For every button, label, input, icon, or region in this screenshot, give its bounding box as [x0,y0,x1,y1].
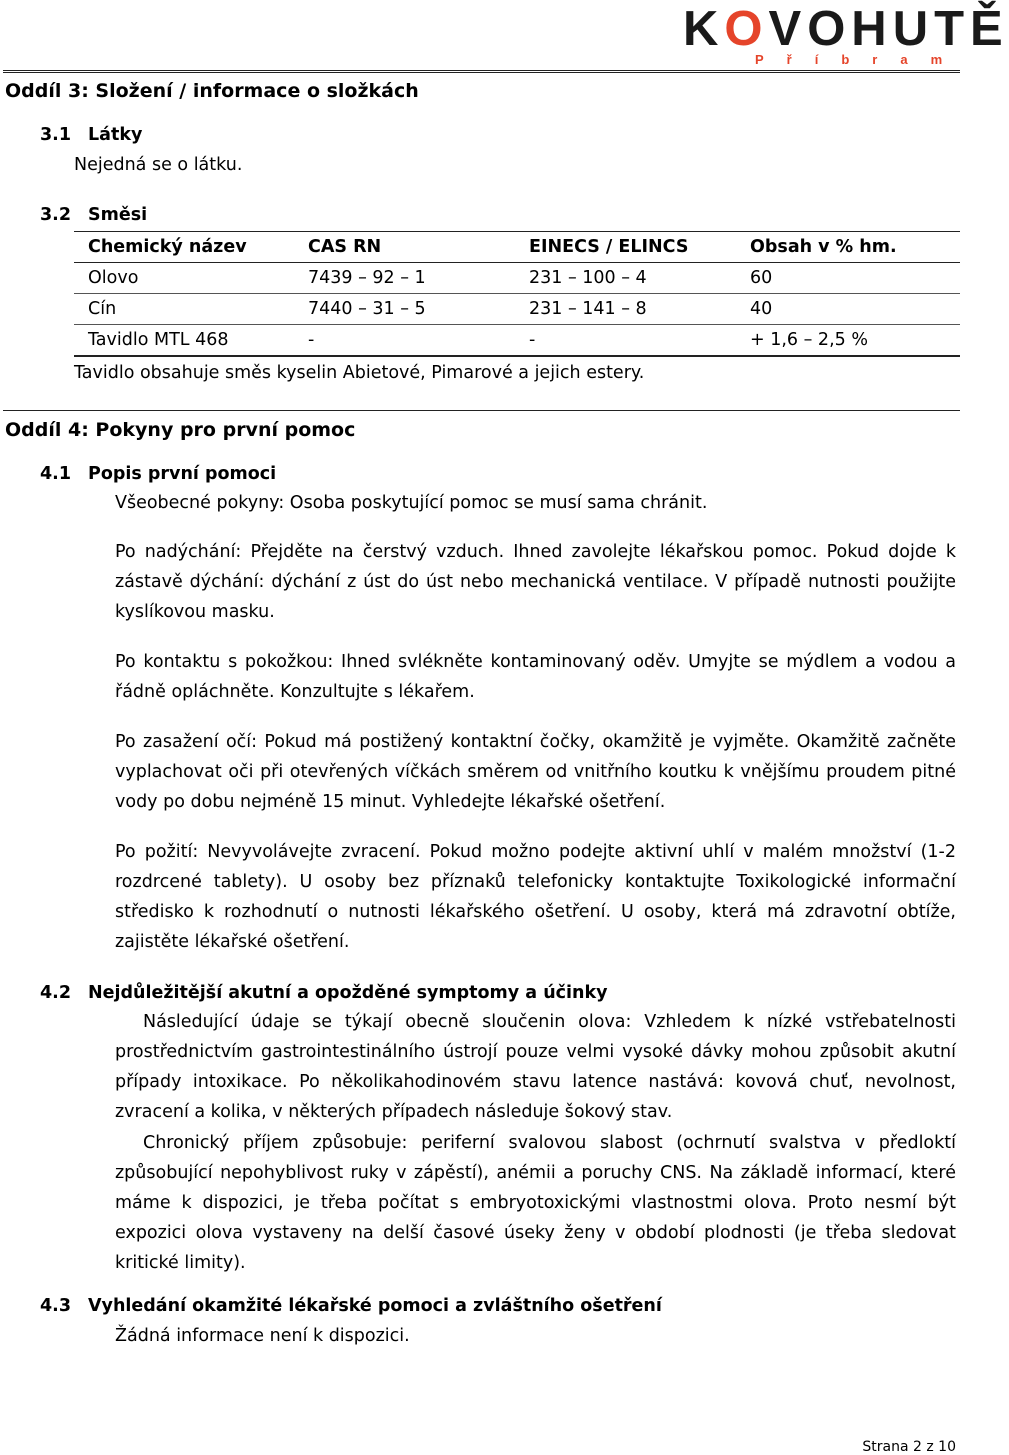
column-header-cas: CAS RN [308,237,382,257]
table-cell: + 1,6 – 2,5 % [750,330,868,350]
inhalation-paragraph: Po nadýchání: Přejděte na čerstvý vzduch. Ihned zavolejte lékařskou pomoc. Pokud dojde k zástavě dýchání: dýchání z úst do úst nebo mechanická ventilace. V případě nutnosti použijte kyslíkovou masku. [115,542,956,622]
column-header-content: Obsah v % hm. [750,237,897,257]
table-cell: 7439 – 92 – 1 [308,268,426,288]
skin-contact-paragraph: Po kontaktu s pokožkou: Ihned svlékněte kontaminovaný oděv. Umyjte se mýdlem a vodou a řádně opláchněte. Konzultujte s lékařem. [115,652,956,702]
logo-subtitle: Příbram [755,52,966,67]
table-cell: Olovo [88,268,139,288]
subsection-4-3-title: Vyhledání okamžité lékařské pomoci a zvláštního ošetření [88,1296,662,1316]
table-cell: Tavidlo MTL 468 [88,330,229,350]
subsection-4-3-text: Žádná informace není k dispozici. [115,1326,410,1346]
table-cell: - [308,330,315,350]
table-cell: 231 – 141 – 8 [529,299,647,319]
general-instructions-paragraph: Všeobecné pokyny: Osoba poskytující pomoc se musí sama chránit. [115,493,708,513]
subsection-4-2-title: Nejdůležitější akutní a opožděné symptomy a účinky [88,983,608,1003]
subsection-4-1-number: 4.1 [40,464,72,484]
section-3-heading: Oddíl 3: Složení / informace o složkách [5,80,419,102]
page-number: Strana 2 z 10 [862,1439,956,1455]
section-divider [3,410,960,411]
eye-contact-paragraph: Po zasažení očí: Pokud má postižený kontaktní čočky, okamžitě je vyjměte. Okamžitě začněte vyplachovat oči při otevřených víčkách směrem od vnitřního koutku k vnějšímu proudem pitné vody po dobu nejméně 15 minut. Vyhledejte lékařské ošetření. [115,732,956,812]
header-divider [3,70,960,73]
subsection-4-2-number: 4.2 [40,983,72,1003]
logo-letter-o: O [724,2,769,56]
mixture-composition-table [74,231,960,357]
chronic-symptoms-paragraph: Chronický příjem způsobuje: periferní svalovou slabost (ochrnutí svalstva v předloktí způsobující nepohyblivost ruky v zápěstí), anémii a poruchy CNS. Na základě informací, které máme k dispozici, je třeba počítat s embryotoxickými vlastnostmi olova. Proto nesmí být expozici olova vystaveny na delší časové úseky ženy v období plodnosti (je třeba sledovat kritické limity). [115,1133,956,1273]
subsection-3-1-title: Látky [88,125,143,145]
column-header-einecs: EINECS / ELINCS [529,237,689,257]
table-cell: 231 – 100 – 4 [529,268,647,288]
section-4-heading: Oddíl 4: Pokyny pro první pomoc [5,419,356,441]
subsection-4-3-number: 4.3 [40,1296,72,1316]
table-cell: Cín [88,299,117,319]
table-cell: 7440 – 31 – 5 [308,299,426,319]
ingestion-paragraph: Po požití: Nevyvolávejte zvracení. Pokud možno podejte aktivní uhlí v malém množství (1-2 rozdrcené tablety). U osoby bez příznaků telefonicky kontaktujte Toxikologické informační středisko k rozhodnutí o nutnosti lékařského ošetření. U osoby, která má zdravotní obtíže, zajistěte lékařské ošetření. [115,842,956,952]
subsection-3-2-number: 3.2 [40,205,72,225]
logo-letters-rest: VOHUTĚ [768,2,1009,56]
column-header-chemical-name: Chemický název [88,237,247,257]
flux-note: Tavidlo obsahuje směs kyselin Abietové, Pimarové a jejich estery. [74,363,645,383]
table-cell: 60 [750,268,773,288]
table-cell: - [529,330,536,350]
subsection-3-1-number: 3.1 [40,125,72,145]
table-cell: 40 [750,299,773,319]
subsection-3-2-title: Směsi [88,205,148,225]
logo-wordmark [683,2,1009,56]
table-row [74,325,960,357]
subsection-4-1-title: Popis první pomoci [88,464,277,484]
table-header-row [74,232,960,263]
table-row [74,263,960,294]
acute-symptoms-paragraph: Následující údaje se týkají obecně sloučenin olova: Vzhledem k nízké vstřebatelnosti prostřednictvím gastrointestinálního ústrojí pouze velmi vysoké dávky mohou způsobit akutní případy intoxikace. Po několikahodinovém stavu latence nastává: kovová chuť, nevolnost, zvracení a kolika, v některých případech následuje šokový stav. [115,1012,956,1122]
company-logo [683,2,1009,68]
subsection-3-1-text: Nejedná se o látku. [74,155,243,175]
table-row [74,294,960,325]
logo-letter-k: K [683,2,725,56]
